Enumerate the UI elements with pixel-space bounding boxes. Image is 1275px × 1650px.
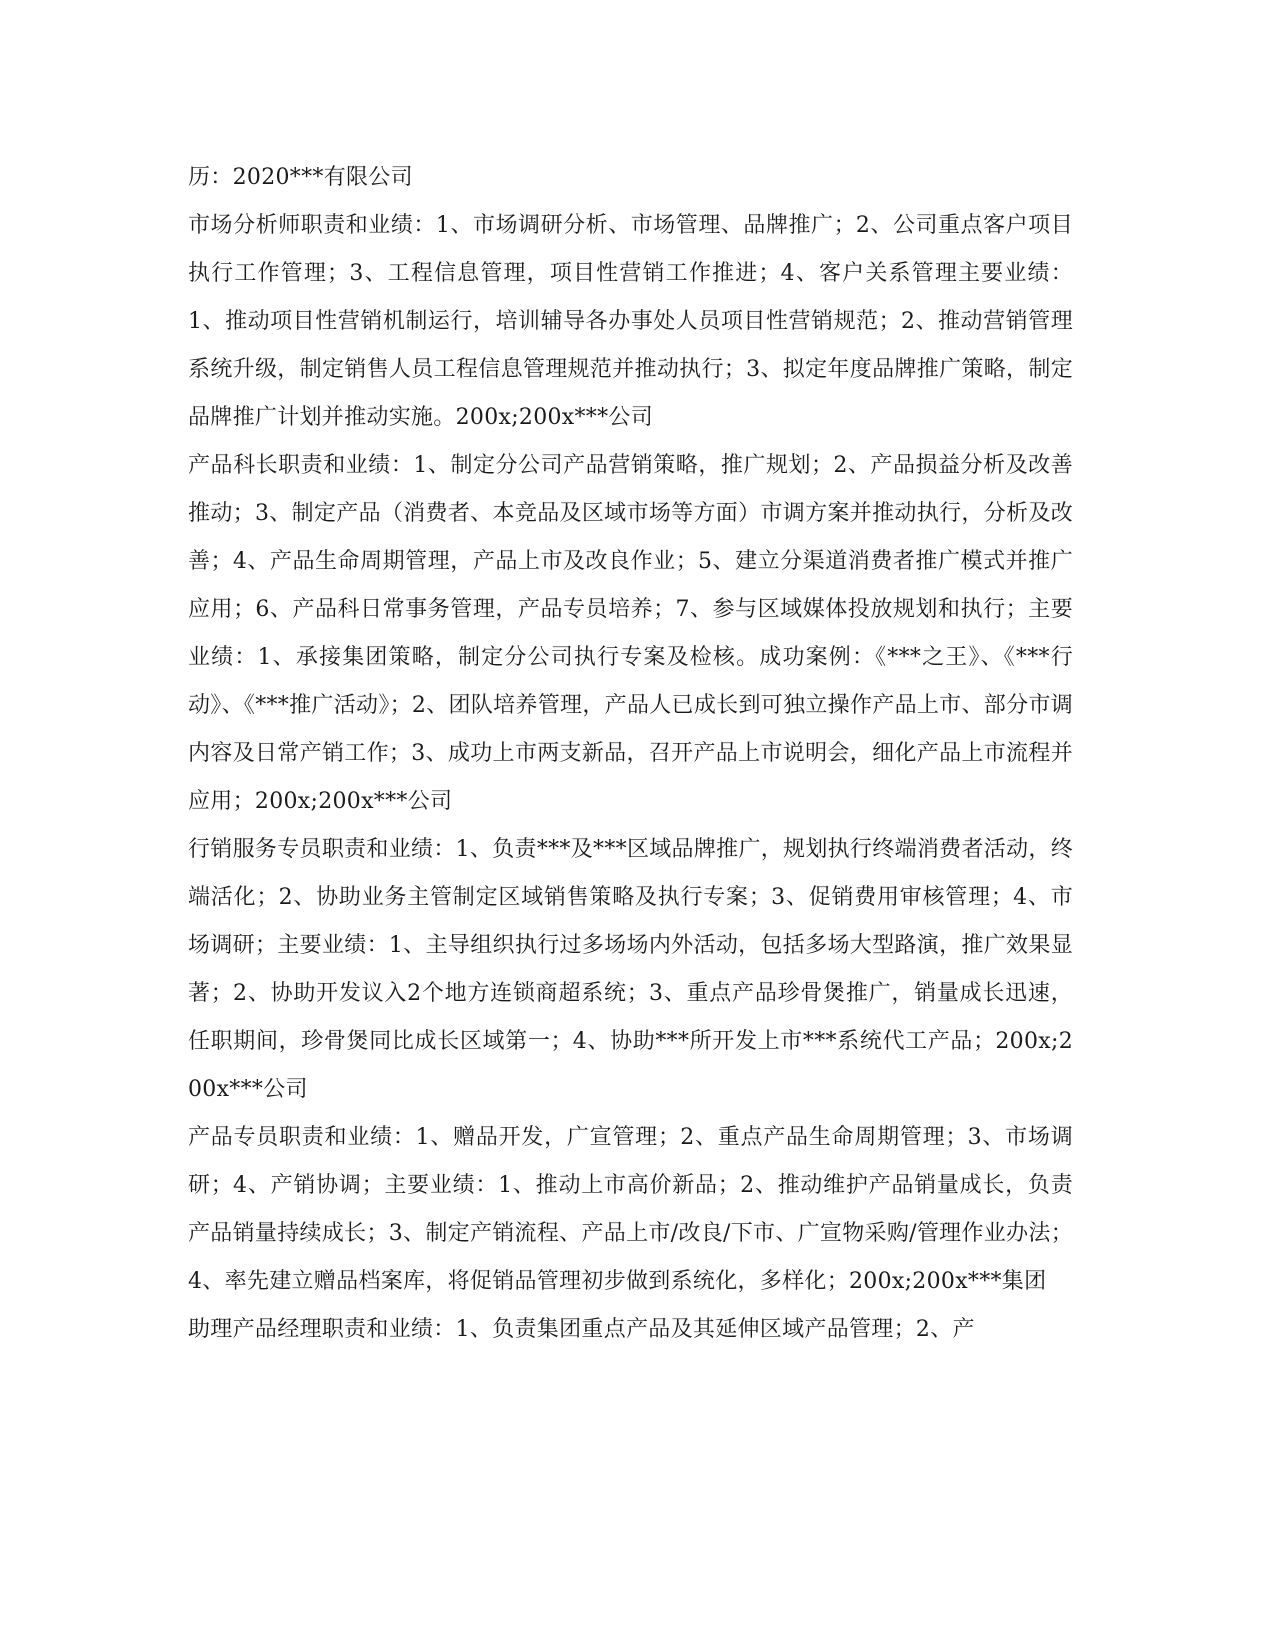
paragraph-product-section-chief: 产品科长职责和业绩：1、制定分公司产品营销策略，推广规划；2、产品损益分析及改善推动；3、制定产品（消费者、本竞品及区域市场等方面）市调方案并推动执行，分析及改善；4、产品生命周期管理，产品上市及改良作业；5、建立分渠道消费者推广模式并推广应用；6、产品科日常事务管理，产品专员培养；7、参与区域媒体投放规划和执行；主要业绩：1、承接集团策略，制定分公司执行专案及检核。成功案例：《***之王》、《***行动》、《***推广活动》；2、团队培养管理，产品人已成长到可独立操作产品上市、部分市调内容及日常产销工作；3、成功上市两支新品，召开产品上市说明会，细化产品上市流程并应用；200x;200x***公司 — [188, 453, 1073, 814]
paragraph-product-specialist: 产品专员职责和业绩：1、赠品开发，广宣管理；2、重点产品生命周期管理；3、市场调研；4、产销协调；主要业绩：1、推动上市高价新品；2、推动维护产品销量成长，负责产品销量持续成长；3、制定产销流程、产品上市/改良/下市、广宣物采购/管理作业办法；4、率先建立赠品档案库，将促销品管理初步做到系统化，多样化；200x;200x***集团 — [188, 1125, 1073, 1294]
paragraph-market-analyst: 市场分析师职责和业绩：1、市场调研分析、市场管理、品牌推广；2、公司重点客户项目执行工作管理；3、工程信息管理，项目性营销工作推进；4、客户关系管理主要业绩：1、推动项目性营销机制运行，培训辅导各办事处人员项目性营销规范；2、推动营销管理系统升级，制定销售人员工程信息管理规范并推动执行；3、拟定年度品牌推广策略，制定品牌推广计划并推动实施。200x;200x***公司 — [188, 213, 1073, 430]
paragraph-assistant-product-manager: 助理产品经理职责和业绩：1、负责集团重点产品及其延伸区域产品管理；2、产 — [188, 1317, 975, 1342]
paragraph-marketing-service-specialist: 行销服务专员职责和业绩：1、负责***及***区域品牌推广，规划执行终端消费者活动，终端活化；2、协助业务主管制定区域销售策略及执行专案；3、促销费用审核管理；4、市场调研；主要业绩：1、主导组织执行过多场场内外活动，包括多场大型路演，推广效果显著；2、协助开发议入2个地方连锁商超系统；3、重点产品珍骨煲推广，销量成长迅速，任职期间，珍骨煲同比成长区域第一；4、协助***所开发上市***系统代工产品；200x;200x***公司 — [188, 837, 1073, 1102]
document-body — [188, 154, 1073, 1354]
paragraph-company-header: 历：2020***有限公司 — [188, 165, 413, 190]
